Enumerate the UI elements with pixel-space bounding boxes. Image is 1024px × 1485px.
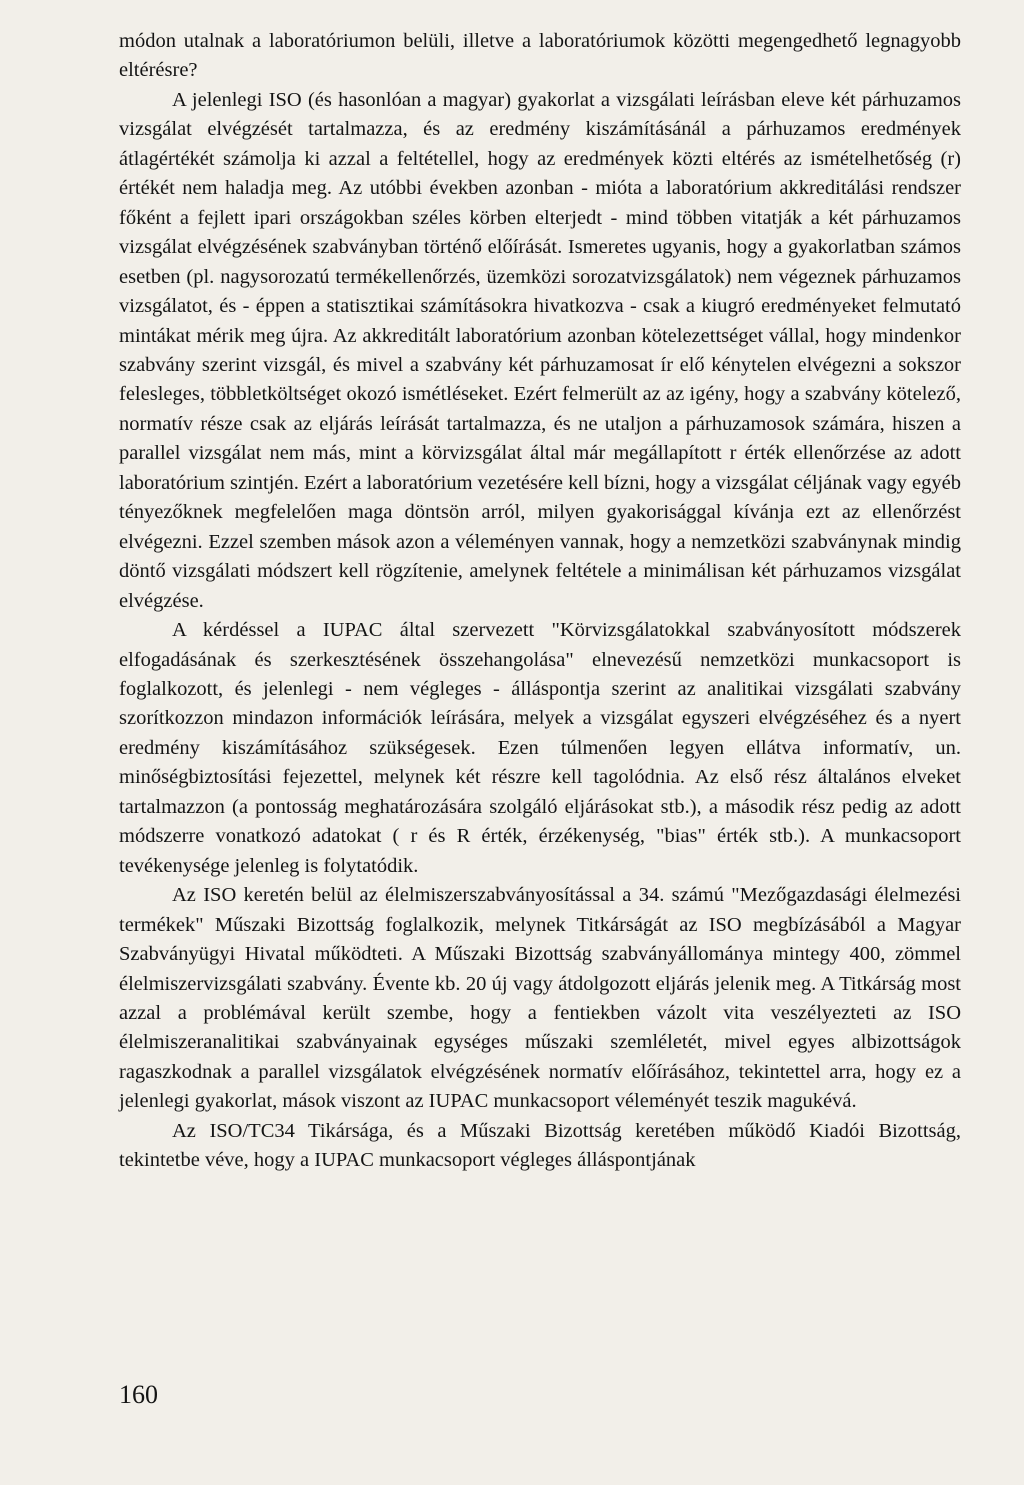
body-text (119, 27, 961, 1176)
paragraph-secretariat: Az ISO/TC34 Tikársága, és a Műszaki Bizottság keretében működő Kiadói Bizottság, tekintetbe véve, hogy a IUPAC munkacsoport végleges álláspontjának (119, 1119, 961, 1172)
paragraph-iupac-working-group: A kérdéssel a IUPAC által szervezett "Körvizsgálatokkal szabványosított módszerek elfogadásának és szerkesztésének összehangolása" elnevezésű nemzetközi munkacsoport is foglalkozott, és jelenlegi - nem végleges - álláspontja szerint az analitikai vizsgálati szabvány szorítkozzon mindazon információk leírására, melyek a vizsgálat egyszeri elvégzéséhez és a nyert eredmény kiszámításához szükségesek. Ezen túlmenően legyen ellátva informatív, un. minőségbiztosítási fejezettel, melynek két részre kell tagolódnia. Az első rész általános elveket tartalmazzon (a pontosság meghatározására szolgáló eljárásokat stb.), a második rész pedig az adott módszerre vonatkozó adatokat ( r és R érték, érzékenység, "bias" érték stb.). A munkacsoport tevékenysége jelenleg is folytatódik. (119, 619, 961, 877)
page-number: 160 (119, 1380, 158, 1409)
paragraph-iso-tc34: Az ISO keretén belül az élelmiszerszabványosítással a 34. számú "Mezőgazdasági élelmezési termékek" Műszaki Bizottság foglalkozik, melynek Titkárságát az ISO megbízásából a Magyar Szabványügyi Hivatal működteti. A Műszaki Bizottság szabványállománya mintegy 400, zömmel élelmiszervizsgálati szabvány. Évente kb. 20 új vagy átdolgozott eljárás jelenik meg. A Titkárság most azzal a problémával került szembe, hogy a fentiekben vázolt vita veszélyezteti az ISO élelmiszeranalitikai szabványainak egységes műszaki szemléletét, mivel egyes albizottságok ragaszkodnak a parallel vizsgálatok elvégzésének normatív előírásához, tekintettel arra, hogy ez a jelenlegi gyakorlat, mások viszont az IUPAC munkacsoport véleményét teszik magukévá. (119, 884, 961, 1113)
paragraph-continuation: módon utalnak a laboratóriumon belüli, illetve a laboratóriumok közötti megengedhető legnagyobb eltérésre? (119, 30, 961, 82)
paragraph-iso-practice: A jelenlegi ISO (és hasonlóan a magyar) gyakorlat a vizsgálati leírásban eleve két párhuzamos vizsgálat elvégzését tartalmazza, és az eredmény kiszámításánál a párhuzamos eredmények átlagértékét számolja ki azzal a feltétellel, hogy az eredmények közti eltérés az ismételhetőség (r) értékét nem haladja meg. Az utóbbi években azonban - mióta a laboratórium akkreditálási rendszer főként a fejlett ipari országokban széles körben elterjedt - mind többen vitatják a két párhuzamos vizsgálat elvégzésének szabványban történő előírását. Ismeretes ugyanis, hogy a gyakorlatban számos esetben (pl. nagysorozatú termékellenőrzés, üzemközi sorozatvizsgálatok) nem végeznek párhuzamos vizsgálatot, és - éppen a statisztikai számításokra hivatkozva - csak a kiugró eredményeket felmutató mintákat mérik meg újra. Az akkreditált laboratórium azonban kötelezettséget vállal, hogy mindenkor szabvány szerint vizsgál, és mivel a szabvány két párhuzamosat ír elő kénytelen elvégezni a sokszor felesleges, többletköltséget okozó ismétléseket. Ezért felmerült az az igény, hogy a szabvány kötelező, normatív része csak az eljárás leírását tartalmazza, és ne utaljon a párhuzamosok számára, hiszen a parallel vizsgálat nem más, mint a körvizsgálat által már megállapított r érték ellenőrzése az adott laboratórium szintjén. Ezért a laboratórium vezetésére kell bízni, hogy a vizsgálat céljának vagy egyéb tényezőknek megfelelően maga döntsön arról, milyen gyakorisággal kívánja ezt az ellenőrzést elvégezni. Ezzel szemben mások azon a véleményen vannak, hogy a nemzetközi szabványnak mindig döntő vizsgálati módszert kell rögzítenie, amelynek feltétele a minimálisan két párhuzamos vizsgálat elvégzése. (119, 88, 961, 612)
